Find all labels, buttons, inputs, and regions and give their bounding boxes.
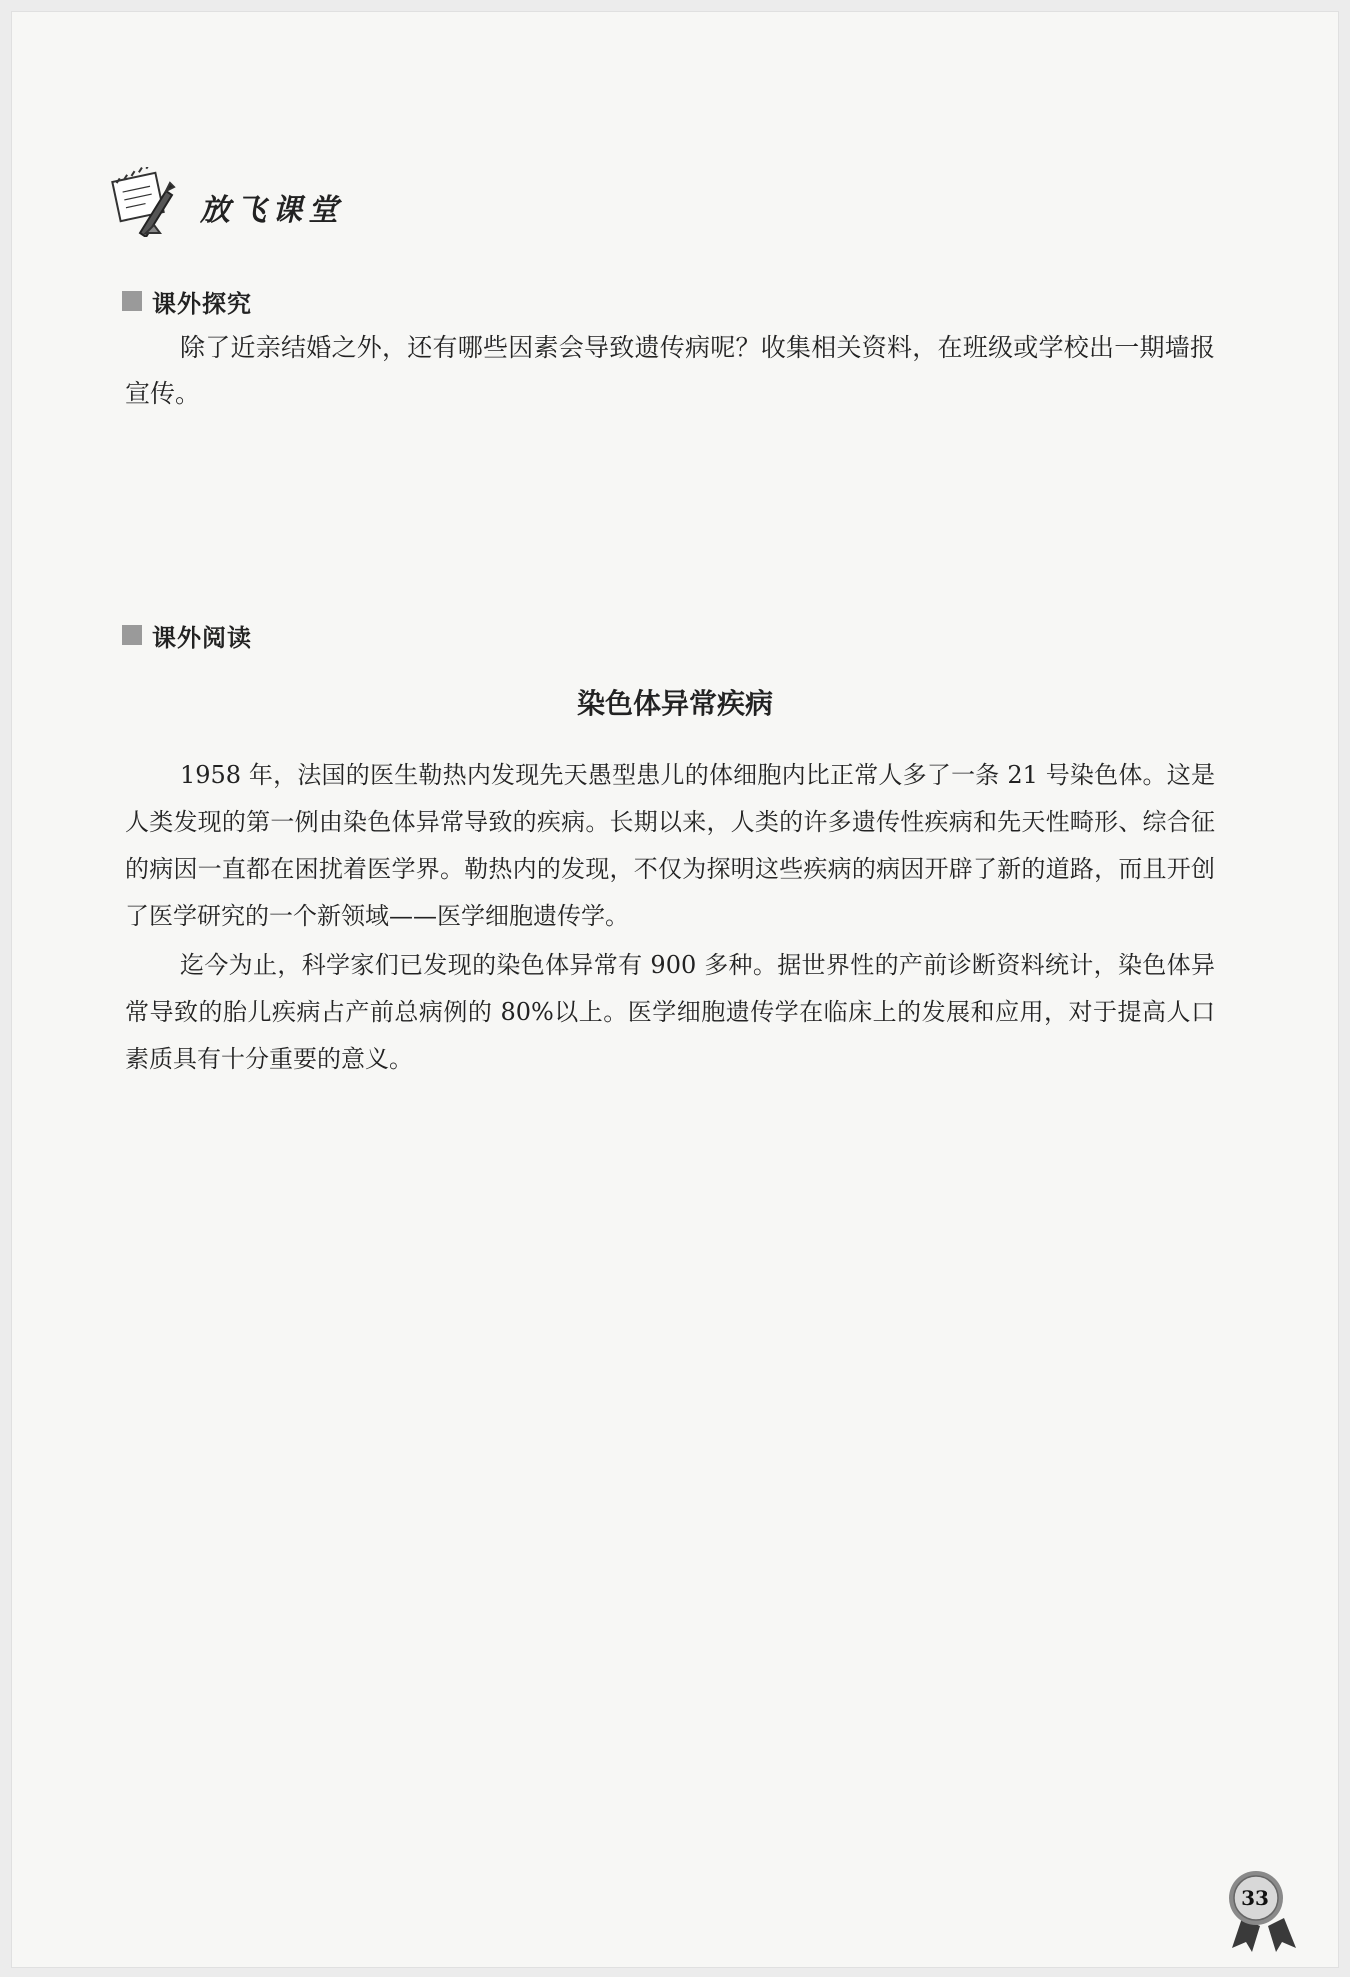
explore-paragraph: 除了近亲结婚之外，还有哪些因素会导致遗传病呢？收集相关资料，在班级或学校出一期墙报宣传。	[125, 333, 1215, 408]
page	[12, 12, 1338, 1967]
article-title: 染色体异常疾病	[576, 687, 773, 720]
notebook-pencil-icon	[110, 167, 194, 237]
page-number: 33	[1241, 1886, 1269, 1910]
section-label: 课外探究	[152, 289, 252, 318]
ribbon-medal-icon	[1222, 1870, 1302, 1952]
article-paragraph: 迄今为止，科学家们已发现的染色体异常有 900 多种。据世界性的产前诊断资料统计，染色体异常导致的胎儿疾病占产前总病例的 80%以上。医学细胞遗传学在临床上的发展和应用，对于提高人口素质具有十分重要的意义。	[125, 951, 1215, 1073]
section-heading-reading	[122, 618, 252, 652]
logo-title: 放飞课堂	[200, 193, 344, 228]
article-paragraph: 1958 年，法国的医生勒热内发现先天愚型患儿的体细胞内比正常人多了一条 21 号染色体。这是人类发现的第一例由染色体异常导致的疾病。长期以来，人类的许多遗传性疾病和先天性畸形、综合征的病因一直都在困扰着医学界。勒热内的发现，不仅为探明这些疾病的病因开辟了新的道路，而且开创了医学研究的一个新领域——医学细胞遗传学。	[125, 761, 1215, 930]
section-label: 课外阅读	[152, 623, 252, 652]
page-number-badge	[1222, 1870, 1302, 1952]
square-bullet-icon	[122, 625, 142, 645]
section-heading-explore	[122, 284, 252, 318]
header-logo	[110, 167, 344, 237]
square-bullet-icon	[122, 291, 142, 311]
